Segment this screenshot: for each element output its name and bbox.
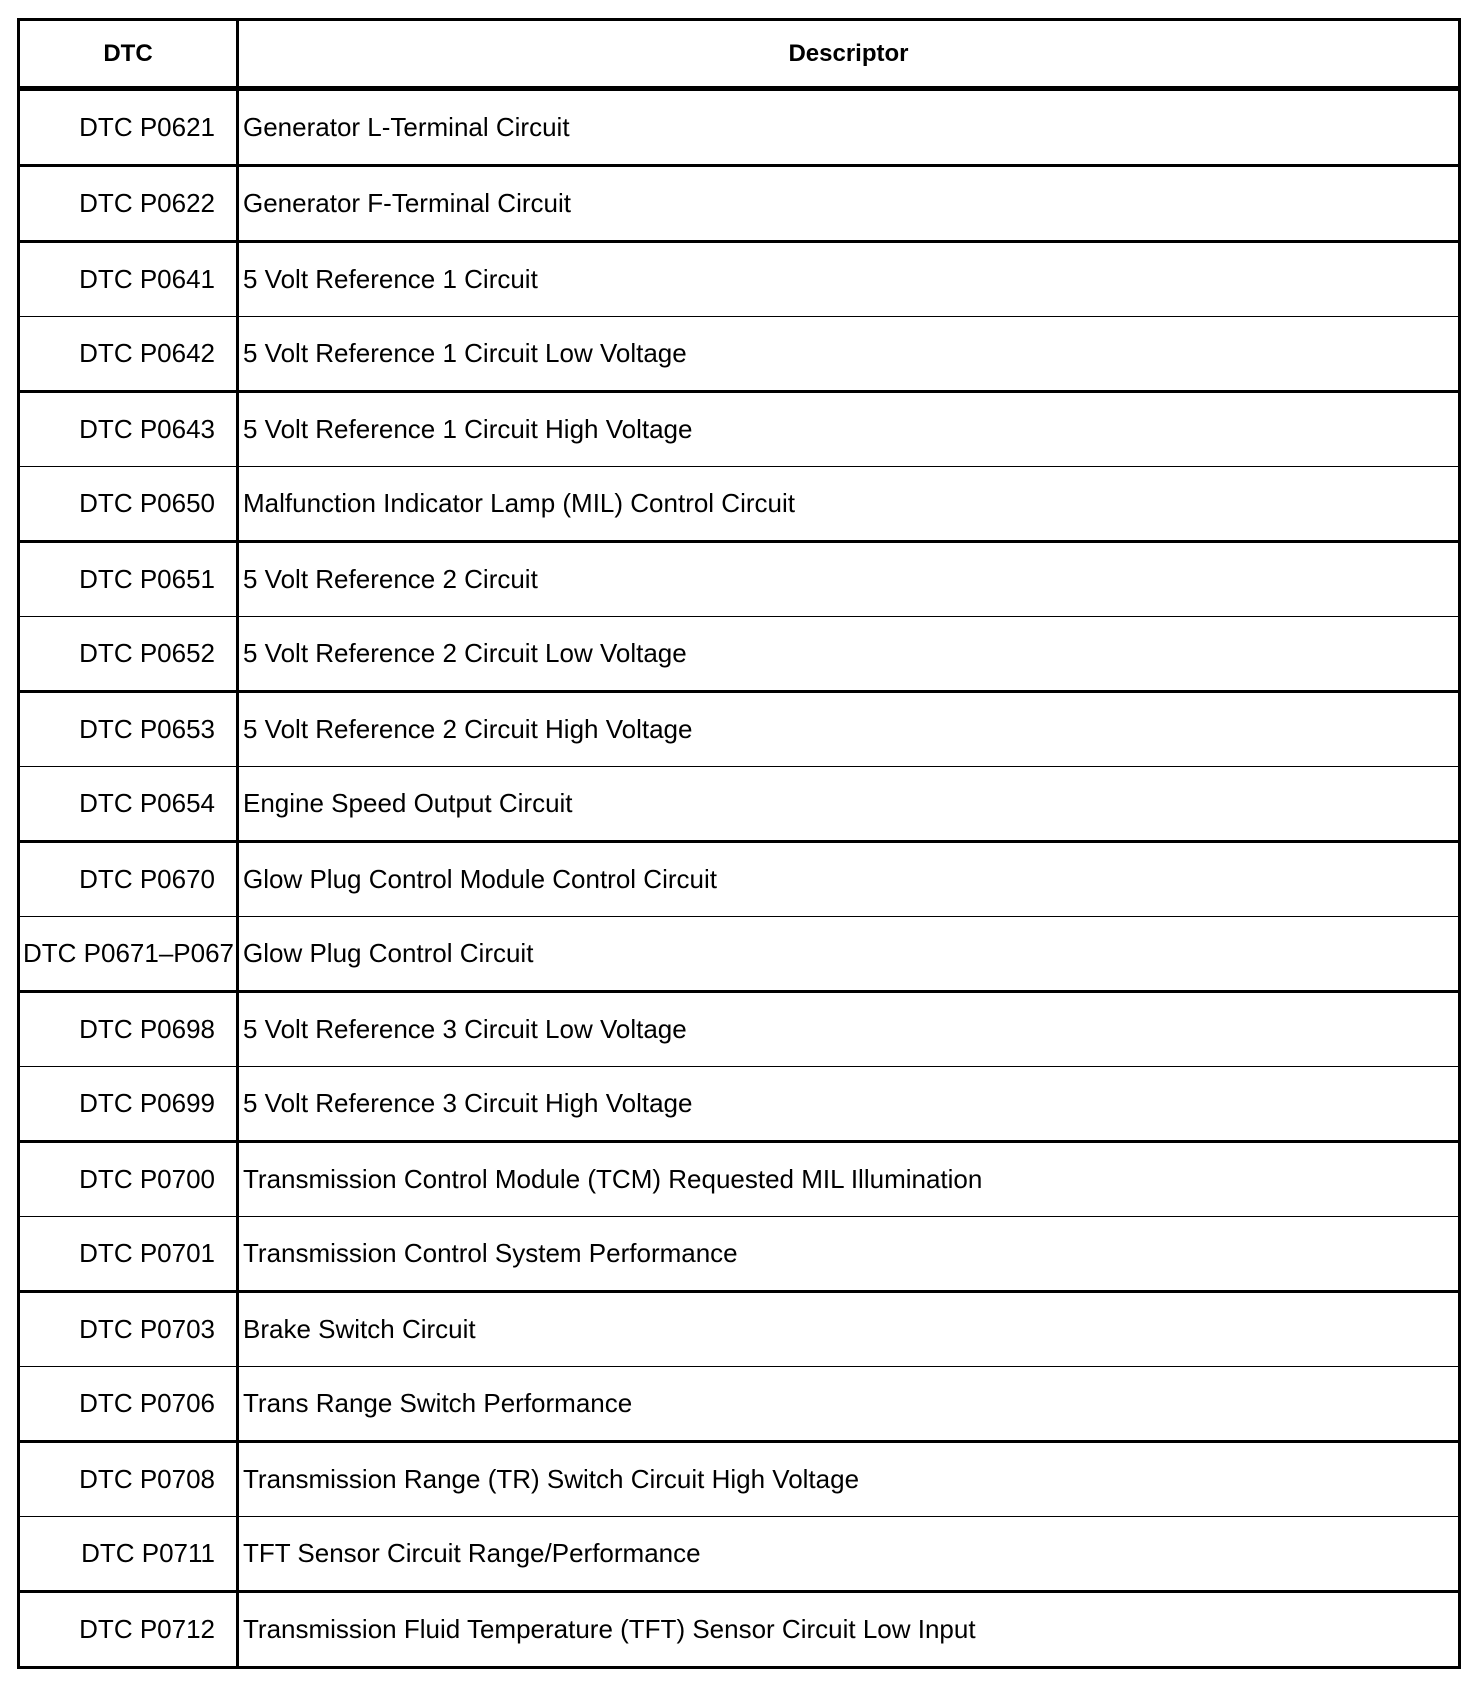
descriptor-cell: Generator F-Terminal Circuit: [238, 166, 1460, 242]
table-row: [19, 166, 1460, 242]
table-header-row: [19, 20, 1460, 89]
descriptor-cell: Transmission Fluid Temperature (TFT) Sensor Circuit Low Input: [238, 1592, 1460, 1668]
table-row: [19, 1592, 1460, 1668]
dtc-table-container: [17, 18, 1458, 1669]
column-header-descriptor: Descriptor: [238, 20, 1460, 89]
descriptor-cell: Malfunction Indicator Lamp (MIL) Control Circuit: [238, 467, 1460, 542]
dtc-code-cell: DTC P0642: [19, 317, 238, 392]
descriptor-cell: 5 Volt Reference 3 Circuit Low Voltage: [238, 992, 1460, 1067]
descriptor-cell: TFT Sensor Circuit Range/Performance: [238, 1517, 1460, 1592]
table-row: [19, 767, 1460, 842]
dtc-code-cell: DTC P0643: [19, 392, 238, 467]
dtc-code-cell: DTC P0700: [19, 1142, 238, 1217]
descriptor-cell: Brake Switch Circuit: [238, 1292, 1460, 1367]
descriptor-cell: Transmission Control Module (TCM) Requested MIL Illumination: [238, 1142, 1460, 1217]
dtc-code-cell: DTC P0670: [19, 842, 238, 917]
dtc-code-cell: DTC P0650: [19, 467, 238, 542]
table-row: [19, 917, 1460, 992]
descriptor-cell: 5 Volt Reference 1 Circuit: [238, 242, 1460, 317]
descriptor-cell: 5 Volt Reference 3 Circuit High Voltage: [238, 1067, 1460, 1142]
descriptor-cell: Engine Speed Output Circuit: [238, 767, 1460, 842]
dtc-code-cell: DTC P0621: [19, 89, 238, 166]
descriptor-cell: Glow Plug Control Circuit: [238, 917, 1460, 992]
dtc-code-cell: DTC P0622: [19, 166, 238, 242]
dtc-code-cell: DTC P0698: [19, 992, 238, 1067]
table-row: [19, 617, 1460, 692]
descriptor-cell: Trans Range Switch Performance: [238, 1367, 1460, 1442]
descriptor-cell: 5 Volt Reference 2 Circuit High Voltage: [238, 692, 1460, 767]
dtc-code-cell: DTC P0654: [19, 767, 238, 842]
descriptor-cell: Generator L-Terminal Circuit: [238, 89, 1460, 166]
dtc-code-cell: DTC P0703: [19, 1292, 238, 1367]
table-row: [19, 1067, 1460, 1142]
table-row: [19, 542, 1460, 617]
table-row: [19, 842, 1460, 917]
table-row: [19, 1292, 1460, 1367]
dtc-code-cell: DTC P0711: [19, 1517, 238, 1592]
dtc-code-cell: DTC P0699: [19, 1067, 238, 1142]
dtc-code-cell: DTC P0653: [19, 692, 238, 767]
table-row: [19, 467, 1460, 542]
dtc-code-cell: DTC P0651: [19, 542, 238, 617]
descriptor-cell: 5 Volt Reference 1 Circuit High Voltage: [238, 392, 1460, 467]
dtc-code-cell: DTC P0712: [19, 1592, 238, 1668]
table-row: [19, 1367, 1460, 1442]
dtc-code-cell: DTC P0708: [19, 1442, 238, 1517]
dtc-code-cell: DTC P0706: [19, 1367, 238, 1442]
dtc-table: [17, 18, 1461, 1669]
dtc-code-cell: DTC P0701: [19, 1217, 238, 1292]
table-row: [19, 317, 1460, 392]
descriptor-cell: Glow Plug Control Module Control Circuit: [238, 842, 1460, 917]
table-row: [19, 1217, 1460, 1292]
dtc-code-cell: DTC P0671–P067: [19, 917, 238, 992]
dtc-code-cell: DTC P0641: [19, 242, 238, 317]
descriptor-cell: 5 Volt Reference 2 Circuit Low Voltage: [238, 617, 1460, 692]
table-row: [19, 89, 1460, 166]
descriptor-cell: 5 Volt Reference 2 Circuit: [238, 542, 1460, 617]
descriptor-cell: Transmission Control System Performance: [238, 1217, 1460, 1292]
column-header-dtc: DTC: [19, 20, 238, 89]
table-row: [19, 1442, 1460, 1517]
descriptor-cell: Transmission Range (TR) Switch Circuit High Voltage: [238, 1442, 1460, 1517]
table-row: [19, 1517, 1460, 1592]
descriptor-cell: 5 Volt Reference 1 Circuit Low Voltage: [238, 317, 1460, 392]
table-row: [19, 242, 1460, 317]
table-row: [19, 392, 1460, 467]
dtc-code-cell: DTC P0652: [19, 617, 238, 692]
table-row: [19, 1142, 1460, 1217]
table-row: [19, 992, 1460, 1067]
table-row: [19, 692, 1460, 767]
